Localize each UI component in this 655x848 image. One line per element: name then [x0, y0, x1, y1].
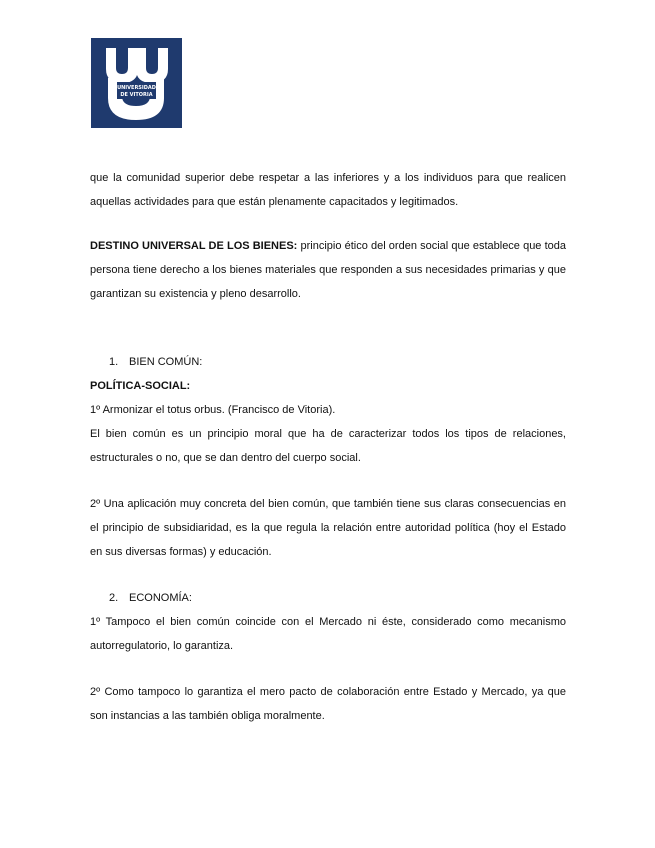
heading-politica-social: POLÍTICA-SOCIAL:	[90, 380, 191, 392]
list-item-bien-comun	[90, 350, 566, 374]
list-label: ECONOMÍA:	[129, 592, 192, 604]
destino-term: DESTINO UNIVERSAL DE LOS BIENES:	[90, 240, 298, 252]
paragraph-aplicacion: 2º Una aplicación muy concreta del bien común, que también tiene sus claras consecuencias en el principio de subsidiaridad, es la que regula la relación entre autoridad política (hoy el Estado en sus diversas formas) y educación.	[90, 498, 566, 558]
list-item-economia	[90, 586, 566, 610]
destino-text: principio ético del orden social que establece que toda persona tiene derecho a los bienes materiales que responden a sus necesidades primarias y que garantizan su existencia y pleno desarrollo.	[90, 240, 566, 300]
paragraph-pacto: 2º Como tampoco lo garantiza el mero pacto de colaboración entre Estado y Mercado, ya que son instancias a las también obliga moralmente.	[90, 686, 566, 722]
paragraph-mercado: 1º Tampoco el bien común coincide con el Mercado ni éste, considerado como mecanismo autorregulatorio, lo garantiza.	[90, 616, 566, 652]
list-label: BIEN COMÚN:	[129, 356, 203, 368]
document-body	[90, 166, 566, 728]
list-number: 2.	[109, 592, 119, 604]
logo-line1: UNIVERSIDAD	[117, 85, 156, 91]
paragraph-comunidad: que la comunidad superior debe respetar a las inferiores y a los individuos para que realicen aquellas actividades para que están plenamente capacitados y legitimados.	[90, 172, 566, 208]
paragraph-destino-universal	[90, 234, 566, 306]
logo-line2: DE VITORIA	[120, 92, 153, 98]
list-number: 1.	[109, 356, 119, 368]
university-logo	[91, 38, 182, 128]
university-crest-icon	[91, 38, 182, 128]
paragraph-bien-comun: El bien común es un principio moral que ha de caracterizar todos los tipos de relaciones, estructurales o no, que se dan dentro del cuerpo social.	[90, 428, 566, 464]
paragraph-armonizar: 1º Armonizar el totus orbus. (Francisco de Vitoria).	[90, 404, 336, 416]
